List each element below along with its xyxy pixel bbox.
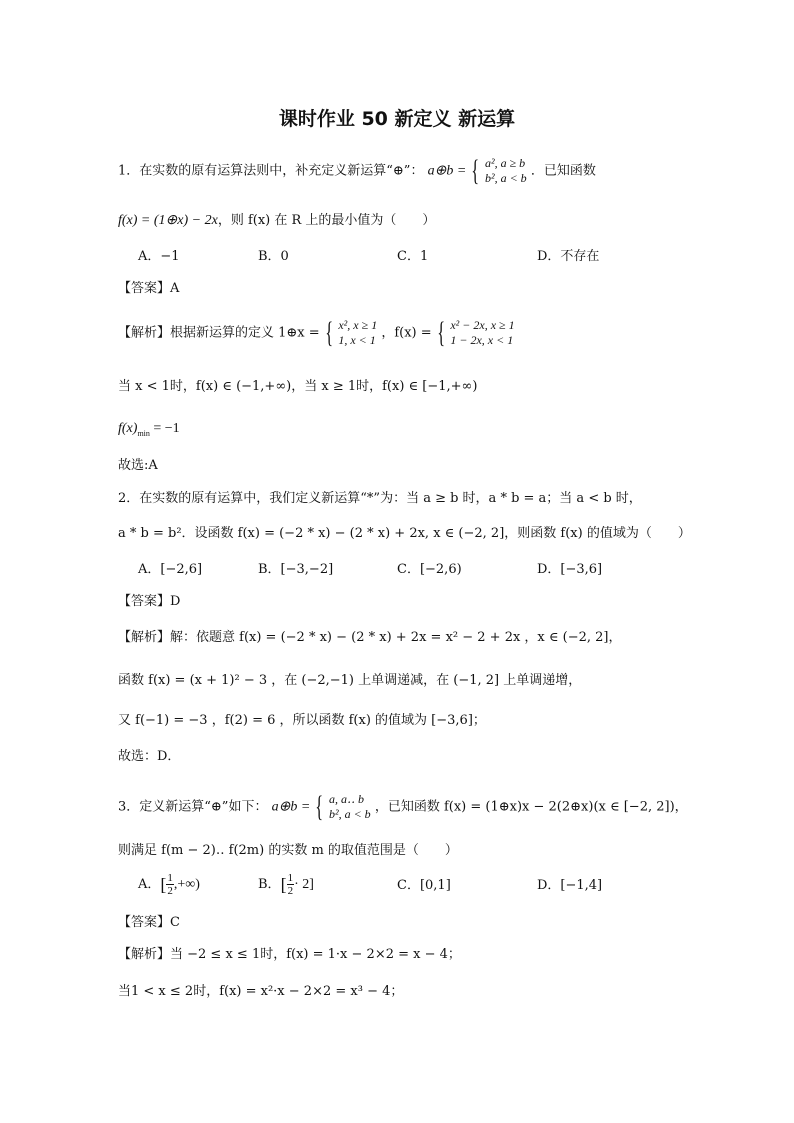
q3-option-a-den: 2	[167, 885, 173, 897]
q1-min-sub: min	[137, 429, 150, 438]
q1-question: ，则 f(x) 在 R 上的最小值为（ ）	[217, 213, 436, 228]
q2-conclusion: 故选：D．	[118, 749, 181, 764]
q1-def-case2: b², a < b	[484, 171, 527, 185]
q3-option-b	[258, 872, 314, 897]
q3-line2: 则满足 f(m − 2)‥ f(2m) 的实数 m 的取值范围是（ ）	[118, 843, 458, 858]
q1-option-d: D．不存在	[537, 249, 600, 264]
q2-answer: 【答案】D	[118, 594, 181, 609]
q1-func: f(x) = (1⊕x) − 2x	[118, 213, 218, 228]
q3-option-a	[138, 872, 200, 897]
q1-min-line	[118, 420, 180, 439]
q1-conclusion: 故选:A	[118, 458, 158, 473]
q2-analysis-3: 又 f(−1) = −3 ，f(2) = 6 ，所以函数 f(x) 的值域为 [−3,6]；	[118, 713, 486, 728]
q3-option-b-bracket: [	[280, 874, 287, 895]
q3-analysis-1: 【解析】当 −2 ≤ x ≤ 1时，f(x) = 1·x − 2×2 = x − 4；	[118, 947, 461, 962]
q1-analysis-mid: ，f(x) =	[381, 325, 432, 341]
q3-stem-tail: ，已知函数 f(x) = (1⊕x)x − 2(2⊕x)(x ∈ [−2, 2])，	[374, 799, 688, 815]
q3-option-b-rest: · 2]	[294, 877, 314, 892]
q3-analysis-2: 当1 < x ≤ 2时，f(x) = x²·x − 2×2 = x³ − 4；	[118, 984, 404, 999]
q1-analysis-label: 【解析】	[118, 325, 171, 341]
q1-analysis-case3: x² − 2x, x ≥ 1	[450, 318, 515, 332]
q1-answer: 【答案】A	[118, 281, 180, 296]
q1-option-c: C．1	[397, 249, 429, 264]
q3-stem-text: 3．定义新运算“⊕”如下：	[118, 799, 268, 815]
q1-stem-text: 1．在实数的原有运算法则中，补充定义新运算“⊕”：	[118, 163, 424, 179]
q2-option-d: D．[−3,6]	[537, 562, 603, 577]
q3-option-a-num: 1	[167, 872, 173, 884]
q1-analysis	[118, 318, 515, 348]
q1-stem-tail: ．已知函数	[530, 163, 596, 179]
q1-analysis-cases2	[450, 318, 514, 348]
q3-option-b-den: 2	[287, 885, 294, 897]
q2-option-a: A．[−2,6]	[138, 562, 203, 577]
q1-analysis-cases1	[338, 318, 377, 348]
q1-analysis-case1: x², x ≥ 1	[338, 318, 378, 332]
q3-option-a-frac	[166, 872, 174, 897]
q2-analysis-1: 【解析】解：依题意 f(x) = (−2 * x) − (2 * x) + 2x = x² − 2 + 2x ，x ∈ (−2, 2]，	[118, 630, 622, 645]
q3-def-cases	[329, 792, 371, 822]
q1-def-case1: a², a ≥ b	[484, 156, 526, 170]
q3-option-a-rest: ,+∞)	[173, 877, 200, 892]
q3-option-c: C．[0,1]	[397, 878, 451, 893]
q3-option-a-label: A．	[138, 877, 161, 892]
q1-min-f: f(x)	[118, 421, 138, 436]
q3-def-lhs: a⊕b =	[271, 799, 311, 815]
q2-analysis-2: 函数 f(x) = (x + 1)² − 3 ，在 (−2,−1) 上单调递减，在 (−1, 2] 上单调递增，	[118, 673, 582, 688]
q3-option-a-bracket: [	[160, 874, 167, 895]
q1-def-cases	[485, 156, 527, 186]
q3-stem	[118, 792, 688, 822]
q3-option-b-num: 1	[287, 872, 294, 884]
q2-line2: a * b = b²．设函数 f(x) = (−2 * x) − (2 * x) + 2x, x ∈ (−2, 2]，则函数 f(x) 的值域为（ ）	[118, 526, 691, 541]
q3-option-b-label: B．	[258, 877, 281, 892]
q1-range-line: 当 x < 1时，f(x) ∈ (−1,+∞)，当 x ≥ 1时，f(x) ∈ [−1,+∞)	[118, 379, 478, 394]
q3-option-d: D．[−1,4]	[537, 878, 603, 893]
q1-line2	[118, 212, 435, 230]
q1-stem	[118, 156, 596, 186]
q1-def-lhs: a⊕b =	[427, 163, 467, 179]
q3-def-case2: b², a < b	[328, 807, 371, 821]
q1-def-brace: {	[471, 154, 480, 187]
q2-option-c: C．[−2,6)	[397, 562, 462, 577]
q1-analysis-brace1: {	[325, 316, 333, 349]
q1-option-a: A．−1	[138, 249, 180, 264]
page-title: 课时作业 50 新定义 新运算	[278, 108, 516, 130]
q1-min-val: = −1	[149, 421, 180, 436]
q3-def-brace: {	[315, 790, 324, 823]
q1-analysis-case2: 1, x < 1	[338, 333, 376, 347]
q2-line1: 2．在实数的原有运算中，我们定义新运算“*”为：当 a ≥ b 时，a * b = a；当 a < b 时，	[118, 491, 642, 506]
q1-analysis-text: 根据新运算的定义 1⊕x =	[170, 325, 320, 341]
q1-analysis-case4: 1 − 2x, x < 1	[450, 333, 514, 347]
q2-option-b: B．[−3,−2]	[258, 562, 334, 577]
q1-option-b: B．0	[258, 249, 289, 264]
q3-answer: 【答案】C	[118, 915, 180, 930]
q3-option-b-frac	[287, 872, 295, 897]
q1-analysis-brace2: {	[437, 316, 445, 349]
q3-def-case1: a, a‥ b	[328, 792, 364, 806]
